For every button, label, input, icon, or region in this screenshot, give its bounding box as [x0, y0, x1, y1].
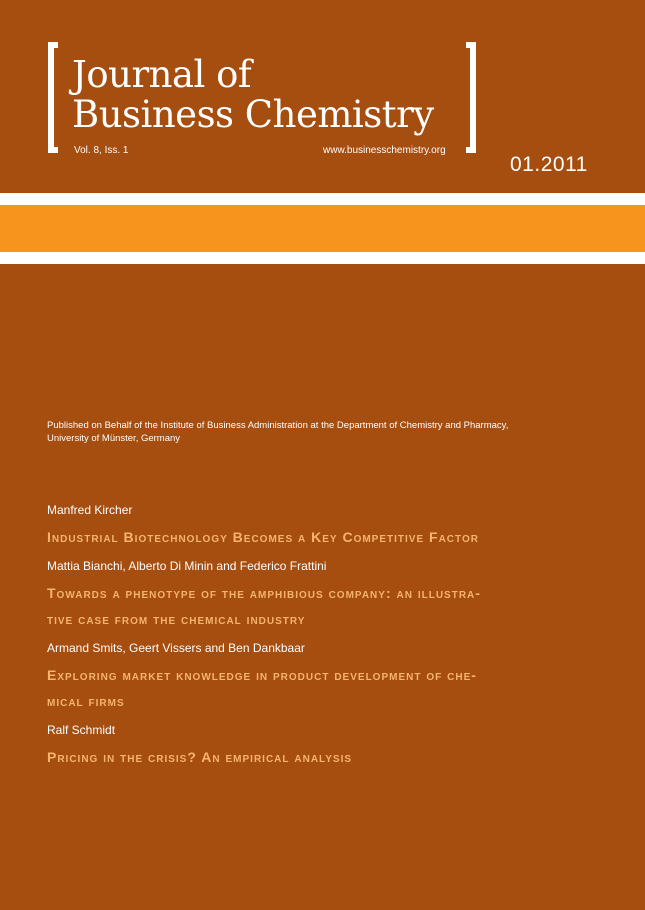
article-list — [47, 502, 567, 778]
article-title — [47, 744, 567, 770]
article-item — [47, 722, 567, 770]
volume-label: Vol. 8, Iss. 1 — [74, 145, 129, 156]
article-item — [47, 640, 567, 714]
article-item — [47, 558, 567, 632]
title-line: Towards a phenotype of the amphibious company: an illustra- — [47, 585, 481, 601]
article-authors: Armand Smits, Geert Vissers and Ben Dankbaar — [47, 641, 305, 655]
masthead — [0, 0, 645, 193]
publisher-line1: Published on Behalf of the Institute of Business Administration at the Department of Chemistry and Pharmacy, — [47, 420, 509, 431]
divider-stripe — [0, 193, 645, 205]
divider-stripe — [0, 252, 645, 264]
title-line: Industrial Biotechnology Becomes a Key Competitive Factor — [47, 529, 479, 545]
left-bracket-decoration — [48, 42, 58, 153]
website-url: www.businesschemistry.org — [323, 145, 446, 156]
issue-date: 01.2011 — [510, 153, 588, 176]
article-authors: Manfred Kircher — [47, 503, 133, 517]
article-title — [47, 662, 567, 714]
title-line: Exploring market knowledge in product development of che- — [47, 667, 477, 683]
title-line: mical firms — [47, 693, 125, 709]
title-line: Pricing in the crisis? An empirical analysis — [47, 749, 353, 765]
article-title — [47, 524, 567, 550]
article-authors: Ralf Schmidt — [47, 723, 116, 737]
publisher-line2: University of Münster, Germany — [47, 433, 181, 444]
right-bracket-decoration — [466, 42, 476, 153]
title-line: tive case from the chemical industry — [47, 611, 306, 627]
journal-title-line1: Journal of — [72, 53, 252, 96]
article-item — [47, 502, 567, 550]
article-authors: Mattia Bianchi, Alberto Di Minin and Federico Frattini — [47, 559, 327, 573]
journal-title-line2: Business Chemistry — [72, 93, 434, 136]
journal-title — [72, 55, 434, 135]
publisher-band — [0, 205, 645, 444]
article-title — [47, 580, 567, 632]
